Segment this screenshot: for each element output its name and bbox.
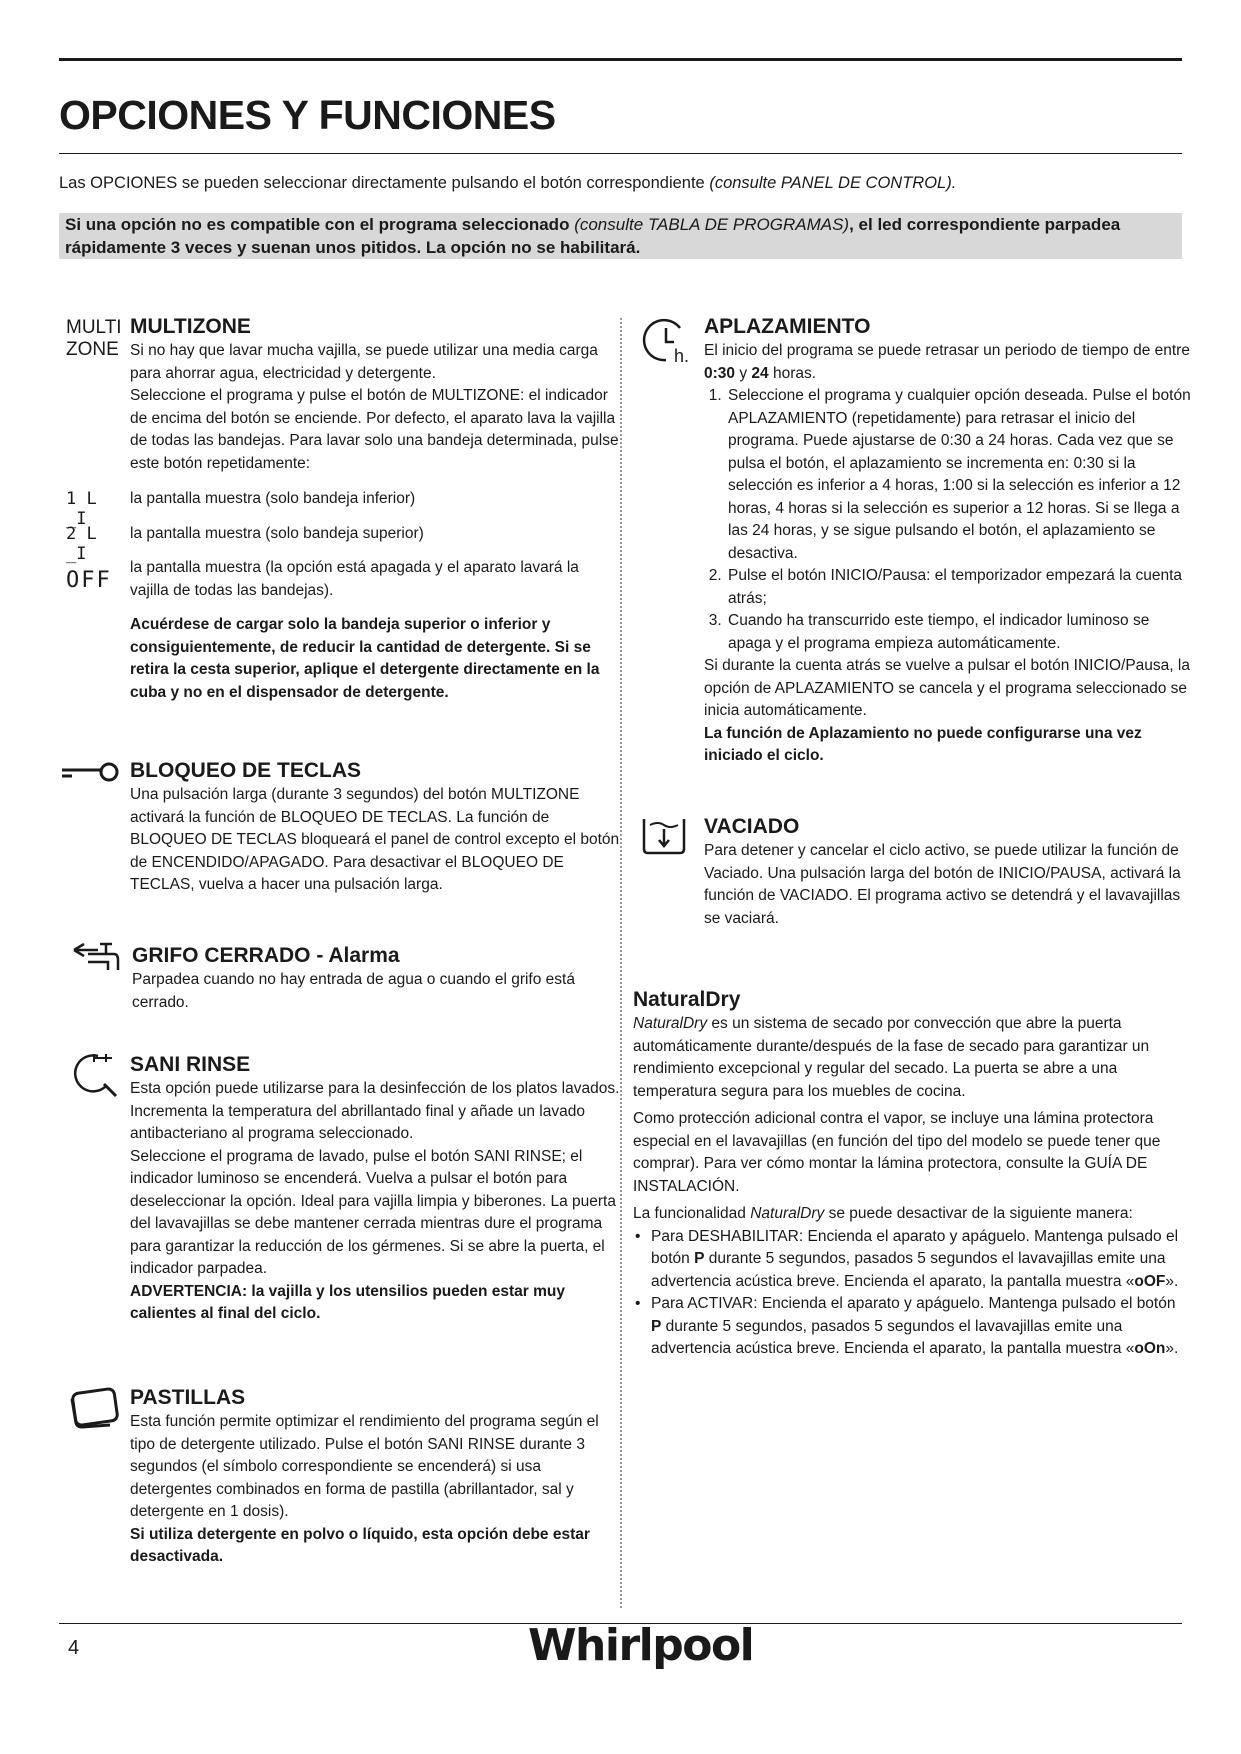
multizone-icon-line2: ZONE <box>66 339 119 360</box>
warning-part-2: , el led correspondiente parpadea rápidamente 3 veces y suenan unos pitidos. La opción no se habilitará. <box>65 215 1121 257</box>
nd-b2-c: ». <box>1165 1340 1179 1357</box>
warning-ref: (consulte TABLA DE PROGRAMAS) <box>574 215 850 234</box>
grifo-section <box>132 943 622 1014</box>
multizone-p2: Seleccione el programa y pulse el botón de MULTIZONE: el indicador de encima del botón se enciende. Por defecto, el aparato lava la vajilla de todas las bandejas. Para lavar solo una bandeja determinada, pulse este botón repetidamente: <box>130 387 619 472</box>
sani-p3: Seleccione el programa de lavado, pulse el botón SANI RINSE; el indicador luminoso se encenderá. Vuelva a pulsar el botón para deseleccionar la opción. Ideal para vajilla limpia y biberones. La puerta del lavavajillas se debe mantener cerrada mientras dure el programa para garantizar la reducción de los gérmenes. Si se abre la puerta, el indicador parpadea. <box>130 1147 616 1277</box>
brand-logo: Whirlpool <box>528 1620 754 1671</box>
nd-p3-a: La funcionalidad <box>633 1205 746 1222</box>
grifo-title: GRIFO CERRADO - Alarma <box>132 944 400 967</box>
vaciado-section <box>704 814 1194 930</box>
sani-rinse-title: SANI RINSE <box>130 1053 251 1076</box>
intro-text <box>59 174 956 193</box>
aplaz-step-2: 2. Pulse el botón INICIO/Pausa: el temporizador empezará la cuenta atrás; <box>726 565 1194 610</box>
sani-rinse-section <box>130 1052 620 1326</box>
key-lock-icon <box>60 760 120 784</box>
multizone-section <box>130 314 620 475</box>
nd-b1-v: oOF <box>1134 1272 1166 1290</box>
drain-icon <box>640 815 688 859</box>
nd-b1-p: P <box>694 1250 705 1267</box>
naturaldry-title: NaturalDry <box>633 988 741 1011</box>
multizone-icon-line1: MULTI <box>66 317 122 338</box>
naturaldry-bullets <box>633 1226 1183 1361</box>
aplazamiento-p1 <box>704 340 1194 385</box>
upper-rack-display-icon: 2 L _I <box>66 524 97 564</box>
multizone-icon <box>66 317 122 361</box>
aplaz-step-1: 1. Seleccione el programa y cualquier opción deseada. Pulse el botón APLAZAMIENTO (repetidamente) para retrasar el inicio del programa. Puede ajustarse de 0:30 a 24 horas. Cada vez que se pulsa el botón, el aplazamiento se incrementa en: 0:30 si la selección es inferior a 4 horas, 1:00 si la selección es inferior a 12 horas, 4 horas si la selección es superior a 12 horas. Si se llega a las 24 horas, y se sigue pulsando el botón, el aplazamiento se desactiva. <box>726 385 1194 565</box>
nd-b1-c: ». <box>1165 1272 1179 1290</box>
svg-text:h.: h. <box>674 346 690 366</box>
nd-b2-v: oOn <box>1134 1340 1166 1357</box>
vaciado-title: VACIADO <box>704 815 800 838</box>
naturaldry-p3 <box>633 1203 1183 1226</box>
aplazamiento-p2: Si durante la cuenta atrás se vuelve a pulsar el botón INICIO/Pausa, la opción de APLAZAMIENTO se cancela y el programa seleccionado se inicia automáticamente. <box>704 657 1190 719</box>
pastillas-note: Si utiliza detergente en polvo o líquido, esta opción debe estar desactivada. <box>130 1525 590 1565</box>
grifo-text: Parpadea cuando no hay entrada de agua o cuando el grifo está cerrado. <box>132 971 575 1011</box>
page-number: 4 <box>68 1637 80 1659</box>
aplazamiento-steps <box>704 385 1194 655</box>
delay-timer-icon <box>640 318 694 368</box>
aplaz-step-3: 3. Cuando ha transcurrido este tiempo, el indicador luminoso se apaga y el programa empieza automáticamente. <box>726 610 1194 655</box>
nd-b2-p: P <box>651 1317 662 1335</box>
aplazamiento-section <box>704 314 1194 768</box>
pastillas-title: PASTILLAS <box>130 1386 246 1409</box>
bloqueo-title: BLOQUEO DE TECLAS <box>130 759 362 782</box>
naturaldry-section <box>633 987 1183 1361</box>
nd-b2-a: Para ACTIVAR: Encienda el aparato y apáguelo. Mantenga pulsado el botón <box>651 1295 1176 1312</box>
aplaz-p1-a: El inicio del programa se puede retrasar un periodo de tiempo de entre <box>704 342 1190 359</box>
aplaz-min: 0:30 <box>704 364 736 382</box>
bloqueo-text: Una pulsación larga (durante 3 segundos) del botón MULTIZONE activará la función de BLOQUEO DE TECLAS. La función de BLOQUEO DE TECLAS bloqueará el panel de control excepto el botón de ENCENDIDO/APAGADO. Para desactivar el BLOQUEO DE TECLAS, vuelva a hacer una pulsación larga. <box>130 786 620 893</box>
warning-part-1: Si una opción no es compatible con el programa seleccionado <box>65 215 570 234</box>
nd-b1-a: Para DESHABILITAR: Encienda el aparato y apáguelo. Mantenga pulsado el botón <box>651 1227 1179 1267</box>
column-divider <box>620 318 622 1608</box>
off-display-text: la pantalla muestra (la opción está apagada y el aparato lavará la vajilla de todas las bandejas). <box>130 559 579 599</box>
off-display-icon: OFF <box>66 568 112 593</box>
multizone-note: Acuérdese de cargar solo la bandeja superior o inferior y consiguientemente, de reducir la cantidad de detergente. Si se retira la cesta superior, aplique el detergente directamente en la cuba y no en el dispensador de detergente. <box>130 616 600 701</box>
nd-b1-b: durante 5 segundos, pasados 5 segundos el lavavajillas emite una advertencia acústica breve. Encienda el aparato, la pantalla muestra « <box>651 1250 1166 1290</box>
naturaldry-enable <box>651 1293 1183 1361</box>
tablet-icon <box>66 1385 122 1431</box>
sani-rinse-icon <box>70 1050 122 1102</box>
lower-rack-display-icon: 1 L _I <box>66 489 97 529</box>
naturaldry-p1-text: es un sistema de secado por convección que abre la puerta automáticamente durante/después de la fase de secado para garantizar un rendimiento excepcional y regular del secado. La puerta se abre a una temperatura segura para los muebles de cocina. <box>633 1015 1150 1100</box>
sani-p1: Esta opción puede utilizarse para la desinfección de los platos lavados. <box>130 1080 620 1097</box>
upper-rack-text: la pantalla muestra (solo bandeja superior) <box>130 525 424 542</box>
pastillas-section <box>130 1385 620 1569</box>
nd-p3-b: NaturalDry <box>750 1205 825 1222</box>
aplazamiento-title: APLAZAMIENTO <box>704 315 871 338</box>
aplaz-p1-e: horas. <box>772 364 817 382</box>
vaciado-text: Para detener y cancelar el ciclo activo, se puede utilizar la función de Vaciado. Una pulsación larga del botón de INICIO/PAUSA, activará la función de VACIADO. El programa activo se detendrá y el lavavajillas se vaciará. <box>704 842 1181 927</box>
title-rule <box>59 153 1182 154</box>
naturaldry-p1 <box>633 1013 1183 1103</box>
intro-ref: (consulte PANEL DE CONTROL). <box>709 174 957 192</box>
naturaldry-p2: Como protección adicional contra el vapor, se incluye una lámina protectora especial en el lavavajillas (en función del tipo del modelo se puede tener que comprar). Para ver cómo montar la lámina protectora, consulte la GUÍA DE INSTALACIÓN. <box>633 1110 1161 1195</box>
aplazamiento-note: La función de Aplazamiento no puede configurarse una vez iniciado el ciclo. <box>704 724 1142 764</box>
compatibility-warning <box>59 213 1182 259</box>
multizone-p1: Si no hay que lavar mucha vajilla, se puede utilizar una media carga para ahorrar agua, electricidad y detergente. <box>130 342 598 382</box>
lower-rack-text: la pantalla muestra (solo bandeja inferior) <box>130 490 416 507</box>
multizone-title: MULTIZONE <box>130 315 251 338</box>
top-rule <box>59 58 1182 61</box>
naturaldry-name: NaturalDry <box>633 1015 708 1032</box>
water-tap-icon <box>70 940 122 982</box>
pastillas-p1: Esta función permite optimizar el rendimiento del programa según el tipo de detergente utilizado. Pulse el botón SANI RINSE durante 3 segundos (el símbolo correspondiente se encenderá) si usa detergentes combinados en forma de pastilla (abrillantador, sal y detergente en 1 dosis). <box>130 1413 599 1520</box>
page-title: OPCIONES Y FUNCIONES <box>59 92 556 138</box>
intro-main: Las OPCIONES se pueden seleccionar directamente pulsando el botón correspondiente <box>59 174 705 192</box>
nd-b2-b: durante 5 segundos, pasados 5 segundos el lavavajillas emite una advertencia acústica breve. Encienda el aparato, la pantalla muestra « <box>651 1317 1135 1357</box>
sani-warning: ADVERTENCIA: la vajilla y los utensilios pueden estar muy calientes al final del ciclo. <box>130 1282 565 1322</box>
sani-p2: Incrementa la temperatura del abrillantado final y añade un lavado antibacteriano al programa seleccionado. <box>130 1102 585 1142</box>
aplaz-p1-c: y <box>739 364 748 382</box>
aplaz-max: 24 <box>751 364 769 382</box>
bloqueo-section <box>130 758 620 897</box>
naturaldry-disable <box>651 1226 1183 1294</box>
nd-p3-c: se puede desactivar de la siguiente manera: <box>828 1205 1133 1222</box>
